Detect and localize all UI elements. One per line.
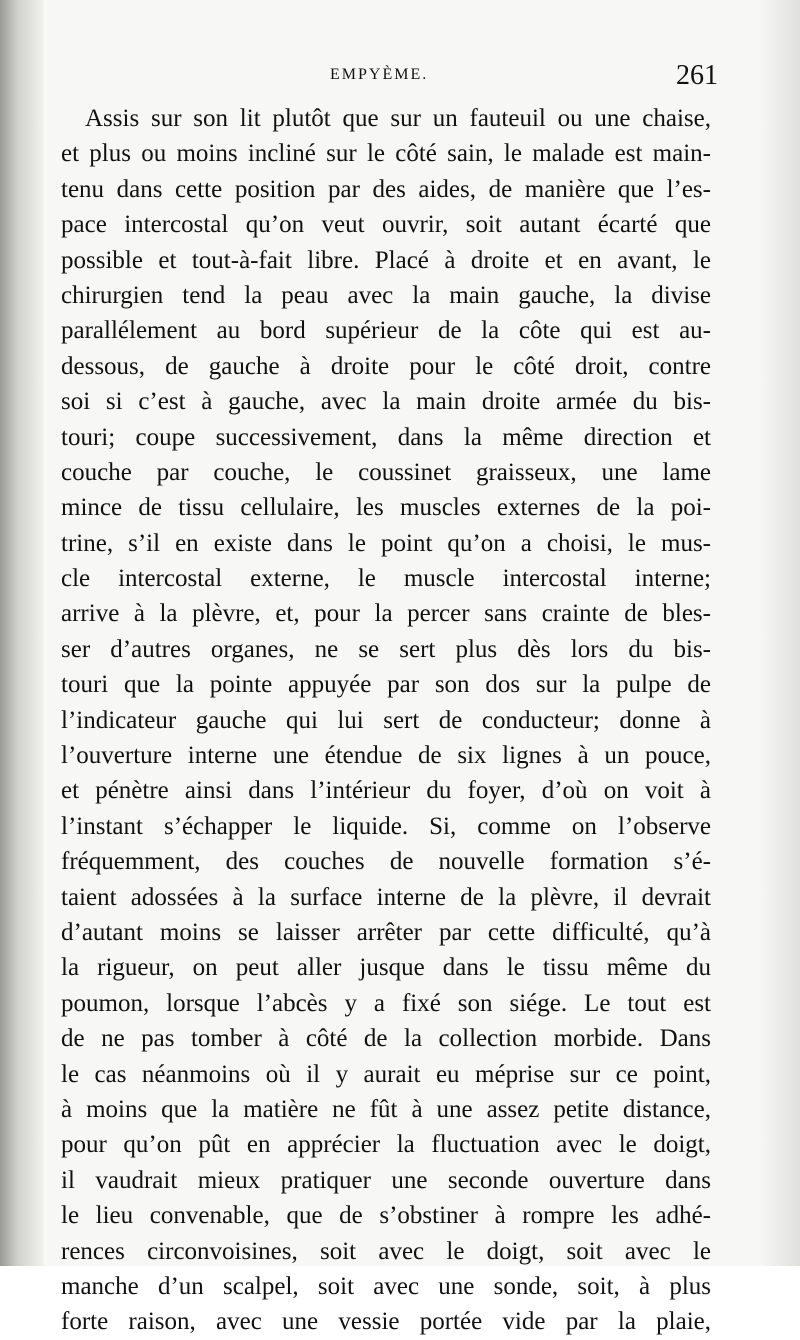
text-line: touri que la pointe appuyée par son dos sur la pulpe de bbox=[61, 671, 711, 699]
text-line: cle intercostal externe, le muscle intercostal interne; bbox=[61, 565, 711, 593]
text-line: et pénètre ainsi dans l’intérieur du foyer, d’où on voit à bbox=[61, 777, 711, 805]
text-line: possible et tout-à-fait libre. Placé à droite et en avant, le bbox=[61, 246, 711, 274]
text-line: la rigueur, on peut aller jusque dans le tissu même du bbox=[61, 954, 711, 982]
text-line: taient adossées à la surface interne de la plèvre, il devrait bbox=[61, 883, 711, 911]
text-line: pace intercostal qu’on veut ouvrir, soit autant écarté que bbox=[61, 211, 711, 239]
text-line: il vaudrait mieux pratiquer une seconde ouverture dans bbox=[61, 1166, 711, 1194]
text-line: soi si c’est à gauche, avec la main droite armée du bis- bbox=[61, 388, 711, 416]
page-header bbox=[0, 60, 800, 94]
text-line: parallélement au bord supérieur de la côte qui est au- bbox=[61, 317, 711, 345]
text-line: tenu dans cette position par des aides, de manière que l’es- bbox=[61, 175, 711, 203]
page-gutter-shadow bbox=[0, 0, 44, 1266]
text-line: à moins que la matière ne fût à une assez petite distance, bbox=[61, 1095, 711, 1123]
text-line: le cas néanmoins où il y aurait eu méprise sur ce point, bbox=[61, 1060, 711, 1088]
text-line: l’ouverture interne une étendue de six lignes à un pouce, bbox=[61, 742, 711, 770]
text-line: de ne pas tomber à côté de la collection morbide. Dans bbox=[61, 1025, 711, 1053]
text-line: l’instant s’échapper le liquide. Si, comme on l’observe bbox=[61, 812, 711, 840]
text-line: et plus ou moins incliné sur le côté sain, le malade est main- bbox=[61, 140, 711, 168]
text-line: mince de tissu cellulaire, les muscles externes de la poi- bbox=[61, 494, 711, 522]
text-line: dessous, de gauche à droite pour le côté droit, contre bbox=[61, 352, 711, 380]
text-line: couche par couche, le coussinet graisseux, une lame bbox=[61, 458, 711, 486]
page-edge-shadow bbox=[760, 0, 800, 1266]
text-line: ser d’autres organes, ne se sert plus dès lors du bis- bbox=[61, 635, 711, 663]
text-line: poumon, lorsque l’abcès y a fixé son siége. Le tout est bbox=[61, 989, 711, 1017]
running-title: EMPYÈME. bbox=[330, 66, 429, 83]
text-line: touri; coupe successivement, dans la même direction et bbox=[61, 423, 711, 451]
text-line: arrive à la plèvre, et, pour la percer sans crainte de bles- bbox=[61, 600, 711, 628]
text-line: Assis sur son lit plutôt que sur un fauteuil ou une chaise, bbox=[85, 105, 711, 132]
text-line: pour qu’on pût en apprécier la fluctuation avec le doigt, bbox=[61, 1131, 711, 1159]
page-number: 261 bbox=[676, 60, 718, 91]
text-line: manche d’un scalpel, soit avec une sonde, soit, à plus bbox=[61, 1272, 711, 1300]
body-paragraph bbox=[61, 101, 711, 1340]
text-line: l’indicateur gauche qui lui sert de conducteur; donne à bbox=[61, 706, 711, 734]
text-line: le lieu convenable, que de s’obstiner à rompre les adhé- bbox=[61, 1202, 711, 1230]
text-line: trine, s’il en existe dans le point qu’on a choisi, le mus- bbox=[61, 529, 711, 557]
text-line: chirurgien tend la peau avec la main gauche, la divise bbox=[61, 281, 711, 309]
text-line: forte raison, avec une vessie portée vide par la plaie, bbox=[61, 1308, 711, 1336]
text-line: d’autant moins se laisser arrêter par cette difficulté, qu’à bbox=[61, 918, 711, 946]
text-line: rences circonvoisines, soit avec le doigt, soit avec le bbox=[61, 1237, 711, 1265]
text-line: fréquemment, des couches de nouvelle formation s’é- bbox=[61, 848, 711, 876]
